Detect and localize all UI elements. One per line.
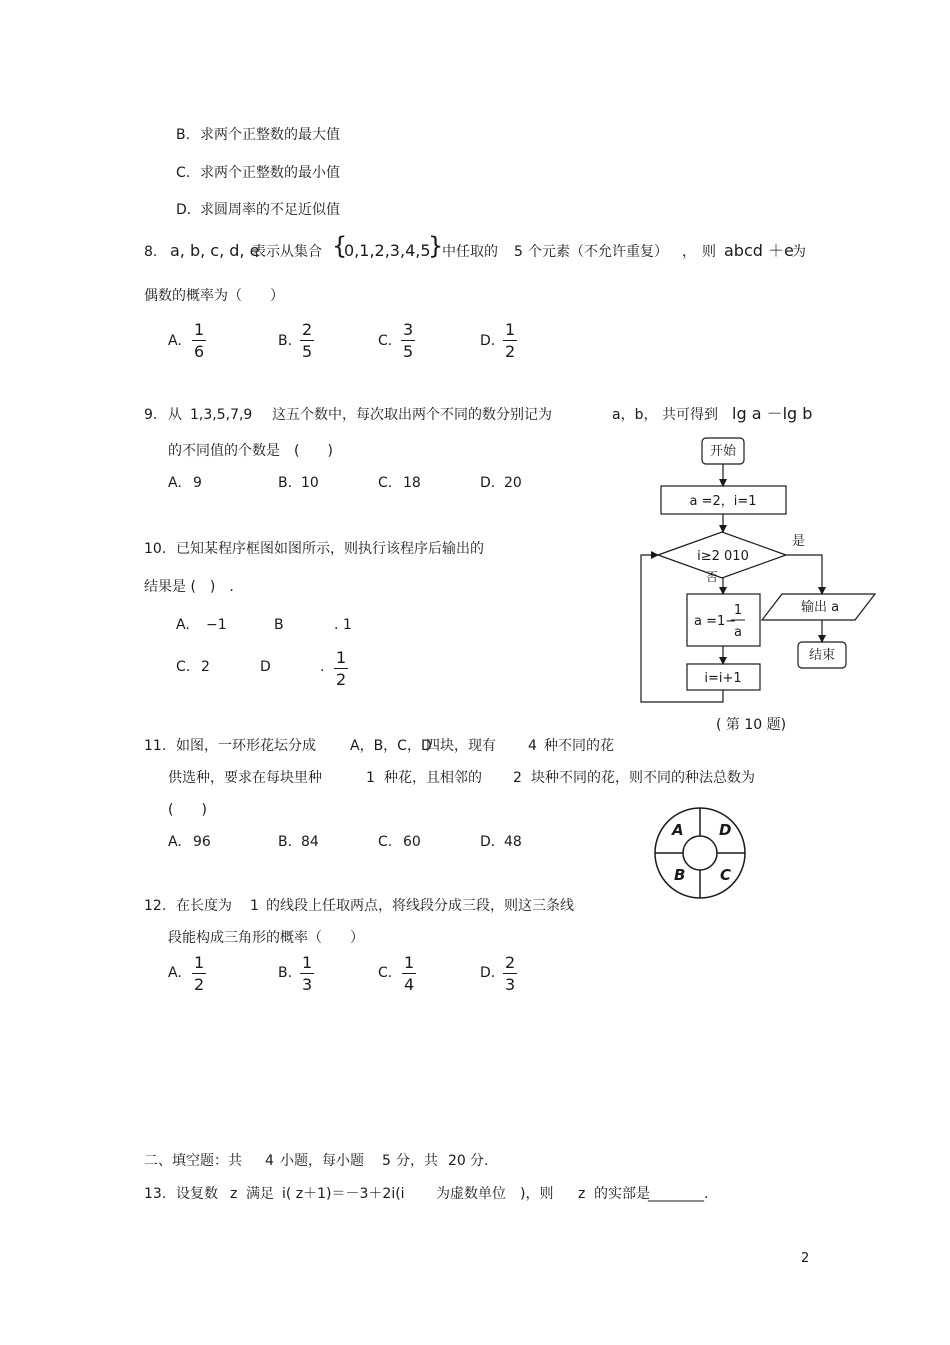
q8-option-d-numerator: 1 bbox=[505, 320, 516, 339]
q8-option-a-fraction bbox=[192, 320, 206, 361]
q8-option-a-denominator: 6 bbox=[194, 342, 205, 361]
q9-ab: a，b， bbox=[612, 407, 658, 423]
q8-set-open-brace: { bbox=[332, 232, 348, 260]
q11-option-d-letter: D. bbox=[480, 834, 496, 850]
flowchart-init-label: a =2，i=1 bbox=[689, 494, 757, 509]
q9-text-c: 共可得到 bbox=[662, 407, 718, 423]
q8-text-b: 中任取的 bbox=[442, 244, 498, 260]
section2-points: 5 bbox=[382, 1153, 391, 1169]
q10-option-b-letter: B bbox=[274, 617, 284, 633]
q11-option-d-value: 48 bbox=[504, 834, 522, 850]
q12-option-c-numerator: 1 bbox=[404, 953, 415, 972]
q11-line1b: 四块，现有 bbox=[426, 738, 496, 754]
flowchart-end-label: 结束 bbox=[808, 648, 836, 663]
q9-option-c-value: 18 bbox=[403, 475, 421, 491]
q11-number: 11. bbox=[144, 738, 167, 754]
q12-number: 12. bbox=[144, 898, 167, 914]
q9-text-a: 从 bbox=[168, 407, 182, 423]
q10-option-c-value: 2 bbox=[201, 659, 210, 675]
q11-two: 2 bbox=[513, 770, 522, 786]
section2-total: 20 bbox=[448, 1153, 466, 1169]
q9-option-d-value: 20 bbox=[504, 475, 522, 491]
q8-text-a: 表示从集合 bbox=[252, 244, 322, 260]
q8-option-c-letter: C. bbox=[378, 333, 393, 349]
q7-option-b-letter: B. bbox=[176, 127, 191, 143]
q8-option-d-denominator: 2 bbox=[505, 342, 516, 361]
q8-option-c-denominator: 5 bbox=[403, 342, 414, 361]
q7-option-c-text: 求两个正整数的最小值 bbox=[200, 165, 340, 181]
ring-label-b: B bbox=[674, 866, 686, 884]
q13-text-e: 的实部是 bbox=[594, 1186, 650, 1202]
q8-option-b-numerator: 2 bbox=[302, 320, 313, 339]
q12-option-b-denominator: 3 bbox=[302, 975, 313, 994]
q8-set: 0,1,2,3,4,5 bbox=[344, 241, 431, 260]
flowchart-caption: ( 第 10 题) bbox=[716, 717, 787, 733]
section2-text-b: 分，共 bbox=[396, 1153, 438, 1169]
section2-text-c: 分. bbox=[470, 1153, 489, 1169]
q10-line1: 已知某程序框图如图所示，则执行该程序后输出的 bbox=[176, 541, 484, 557]
q9-nums: 1,3,5,7,9 bbox=[190, 407, 253, 423]
q12-line1a: 在长度为 bbox=[176, 898, 232, 914]
q8-set-close-brace: } bbox=[428, 232, 444, 260]
q12-option-d-numerator: 2 bbox=[505, 953, 516, 972]
q7-option-d-letter: D. bbox=[176, 202, 192, 218]
q11-option-c-value: 60 bbox=[403, 834, 421, 850]
q10-option-d-numerator: 1 bbox=[336, 648, 347, 667]
q12-option-d-fraction bbox=[503, 953, 517, 994]
q12-option-b-fraction bbox=[300, 953, 314, 994]
q12-option-c-fraction bbox=[402, 953, 416, 994]
q12-option-d-denominator: 3 bbox=[505, 975, 516, 994]
q8-five: 5 bbox=[514, 244, 523, 260]
q13-answer-blank[interactable]: ________. bbox=[648, 1186, 709, 1202]
q9-text-b: 这五个数中，每次取出两个不同的数分别记为 bbox=[272, 407, 552, 423]
q11-line1a: 如图，一环形花坛分成 bbox=[176, 738, 316, 754]
q10-option-a-letter: A. bbox=[176, 617, 190, 633]
q12-option-c-denominator: 4 bbox=[404, 975, 415, 994]
q12-option-c-letter: C. bbox=[378, 965, 393, 981]
q8-number: 8. bbox=[144, 244, 158, 260]
q10-option-d-fraction bbox=[334, 648, 348, 689]
q8-text-d: 为 bbox=[792, 244, 806, 260]
q12-option-b-letter: B. bbox=[278, 965, 293, 981]
q13-text-c: 为虚数单位 bbox=[436, 1186, 506, 1202]
q12-option-d-letter: D. bbox=[480, 965, 496, 981]
flowchart-start-label: 开始 bbox=[709, 444, 737, 459]
q12-option-a-denominator: 2 bbox=[194, 975, 205, 994]
ring-inner-circle bbox=[683, 836, 717, 870]
q11-line2b: 种花，且相邻的 bbox=[384, 770, 482, 786]
q12-one: 1 bbox=[250, 898, 259, 914]
q9-option-c-letter: C. bbox=[378, 475, 393, 491]
q8-option-a-numerator: 1 bbox=[194, 320, 205, 339]
q13-text-d: )，则 bbox=[520, 1186, 554, 1202]
q9-option-a-letter: A. bbox=[168, 475, 182, 491]
q13-number: 13. bbox=[144, 1186, 167, 1202]
flowchart-diagram bbox=[620, 430, 890, 750]
q8-text-c: 个元素（不允许重复） bbox=[528, 244, 668, 260]
q9-expr: lg a －lg b bbox=[732, 404, 813, 423]
q11-line2c: 块种不同的花，则不同的种法总数为 bbox=[531, 770, 755, 786]
q8-option-b-fraction bbox=[300, 320, 314, 361]
q13-equation: i( z＋1)＝－3＋2i(i bbox=[282, 1186, 405, 1202]
q7-option-d-text: 求圆周率的不足近似值 bbox=[200, 202, 340, 218]
ring-label-a: A bbox=[672, 821, 684, 839]
q13-z2: z bbox=[578, 1186, 586, 1202]
q10-option-d-letter: D bbox=[260, 659, 271, 675]
q7-option-b-text: 求两个正整数的最大值 bbox=[200, 127, 340, 143]
q10-option-d-denominator: 2 bbox=[336, 670, 347, 689]
q10-option-c-letter: C. bbox=[176, 659, 191, 675]
flowchart-increment-label: i=i+1 bbox=[704, 671, 742, 686]
q10-option-a-value: −1 bbox=[206, 617, 227, 633]
q12-line1b: 的线段上任取两点，将线段分成三段，则这三条线 bbox=[266, 898, 574, 914]
q8-option-b-letter: B. bbox=[278, 333, 293, 349]
ring-label-d: D bbox=[719, 821, 732, 839]
q8-option-d-fraction bbox=[503, 320, 517, 361]
q9-number: 9. bbox=[144, 407, 158, 423]
section2-count: 4 bbox=[265, 1153, 274, 1169]
q10-option-d-dot: . bbox=[320, 659, 325, 675]
q13-text-b: 满足 bbox=[246, 1186, 274, 1202]
arrow-condition-yes bbox=[786, 555, 822, 594]
q11-option-b-value: 84 bbox=[301, 834, 319, 850]
q8-option-b-denominator: 5 bbox=[302, 342, 313, 361]
q8-expr: abcd ＋e bbox=[724, 241, 794, 260]
q12-option-a-numerator: 1 bbox=[194, 953, 205, 972]
q11-one: 1 bbox=[366, 770, 375, 786]
q9-line2: 的不同值的个数是 ( ) bbox=[168, 443, 333, 459]
q11-option-c-letter: C. bbox=[378, 834, 393, 850]
q7-option-c-letter: C. bbox=[176, 165, 191, 181]
page-number: 2 bbox=[801, 1251, 810, 1266]
flowchart-yes-label: 是 bbox=[792, 534, 806, 549]
q12-option-b-numerator: 1 bbox=[302, 953, 313, 972]
q8-line2: 偶数的概率为（ ） bbox=[144, 288, 284, 304]
q11-option-b-letter: B. bbox=[278, 834, 293, 850]
q10-line2: 结果是 ( ) . bbox=[144, 579, 234, 595]
q8-option-d-letter: D. bbox=[480, 333, 496, 349]
q11-line2a: 供选种，要求在每块里种 bbox=[168, 770, 322, 786]
q11-option-a-letter: A. bbox=[168, 834, 182, 850]
q12-line2: 段能构成三角形的概率（ ） bbox=[168, 930, 364, 946]
flowchart-assign-denominator: a bbox=[734, 625, 742, 640]
q8-then: 则 bbox=[702, 244, 716, 260]
q13-text-a: 设复数 bbox=[176, 1186, 218, 1202]
q10-option-b-value: . 1 bbox=[334, 617, 352, 633]
section2-heading: 二、填空题：共 bbox=[144, 1153, 242, 1169]
flowchart-assign-prefix: a =1− bbox=[694, 614, 737, 629]
q11-regions: A，B，C，D bbox=[350, 738, 432, 754]
q12-option-a-letter: A. bbox=[168, 965, 182, 981]
q8-vars: a, b, c, d, e bbox=[170, 241, 260, 260]
flowchart-no-label: 否 bbox=[706, 570, 719, 584]
q8-option-a-letter: A. bbox=[168, 333, 182, 349]
q13-z: z bbox=[230, 1186, 238, 1202]
q8-option-c-fraction bbox=[401, 320, 415, 361]
q9-option-a-value: 9 bbox=[193, 475, 202, 491]
flowchart-condition-label: i≥2 010 bbox=[697, 549, 749, 564]
ring-label-c: C bbox=[720, 866, 732, 884]
q11-line3: ( ) bbox=[168, 802, 207, 818]
section2-text-a: 小题，每小题 bbox=[280, 1153, 364, 1169]
q9-option-b-value: 10 bbox=[301, 475, 319, 491]
q9-option-b-letter: B. bbox=[278, 475, 293, 491]
flowchart-output-label: 输出 a bbox=[800, 600, 840, 615]
q8-option-c-numerator: 3 bbox=[403, 320, 414, 339]
ring-flowerbed-diagram bbox=[650, 805, 750, 905]
q12-option-a-fraction bbox=[192, 953, 206, 994]
q11-option-a-value: 96 bbox=[193, 834, 211, 850]
q11-four: 4 bbox=[528, 738, 537, 754]
q10-number: 10. bbox=[144, 541, 167, 557]
q9-option-d-letter: D. bbox=[480, 475, 496, 491]
q11-line1c: 种不同的花 bbox=[544, 738, 614, 754]
flowchart-assign-numerator: 1 bbox=[733, 603, 743, 618]
q8-comma: ， bbox=[682, 244, 696, 260]
